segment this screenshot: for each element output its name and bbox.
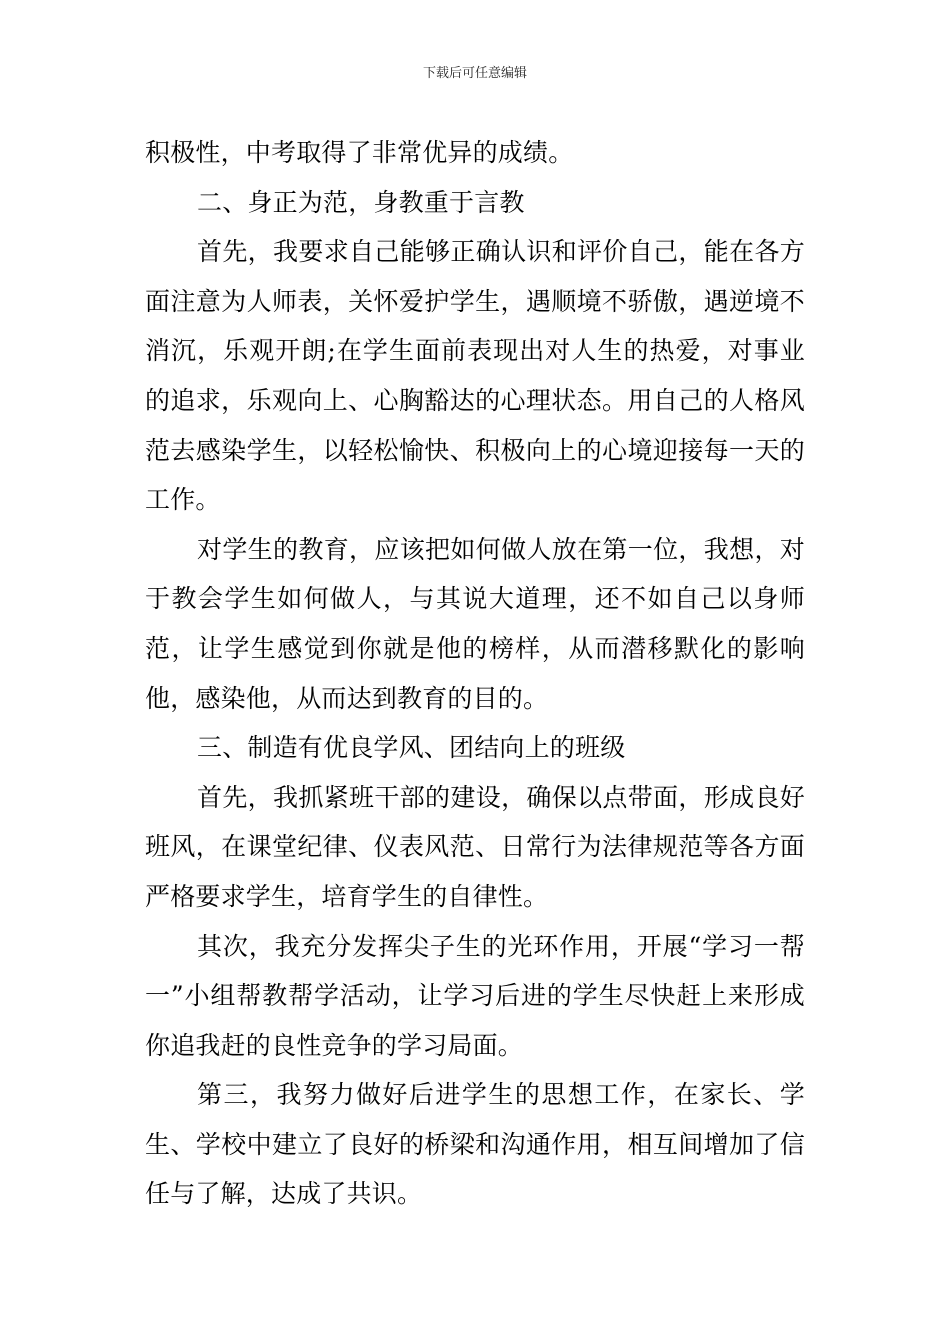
paragraph-moral-education: 对学生的教育，应该把如何做人放在第一位，我想，对于教会学生如何做人，与其说大道理，还不如自己以身师范，让学生感觉到你就是他的榜样，从而潜移默化的影响他，感染他，从而达到教育的目的。 [145, 534, 805, 713]
paragraph-class-cadres: 首先，我抓紧班干部的建设，确保以点带面，形成良好班风，在课堂纪律、仪表风范、日常行为法律规范等各方面严格要求学生，培育学生的自律性。 [145, 782, 805, 911]
paragraph-continuation: 积极性，中考取得了非常优异的成绩。 [145, 138, 574, 167]
paragraph-lagging-students: 第三，我努力做好后进学生的思想工作，在家长、学生、学校中建立了良好的桥梁和沟通作用，相互间增加了信任与了解，达成了共识。 [145, 1080, 805, 1209]
document-body [145, 128, 805, 1219]
paragraph-top-students: 其次，我充分发挥尖子生的光环作用，开展“学习一帮一”小组帮教帮学活动，让学习后进的学生尽快赶上来形成你追我赶的良性竞争的学习局面。 [145, 931, 805, 1060]
section-heading-3: 三、制造有优良学风、团结向上的班级 [197, 733, 626, 763]
page-header-note: 下载后可任意编辑 [422, 66, 527, 81]
paragraph-self-evaluation: 首先，我要求自己能够正确认识和评价自己，能在各方面注意为人师表，关怀爱护学生，遇顺境不骄傲，遇逆境不消沉，乐观开朗;在学生面前表现出对人生的热爱，对事业的追求，乐观向上、心胸豁达的心理状态。用自己的人格风范去感染学生，以轻松愉快、积极向上的心境迎接每一天的工作。 [145, 237, 805, 515]
section-heading-2: 二、身正为范，身教重于言教 [197, 187, 525, 217]
